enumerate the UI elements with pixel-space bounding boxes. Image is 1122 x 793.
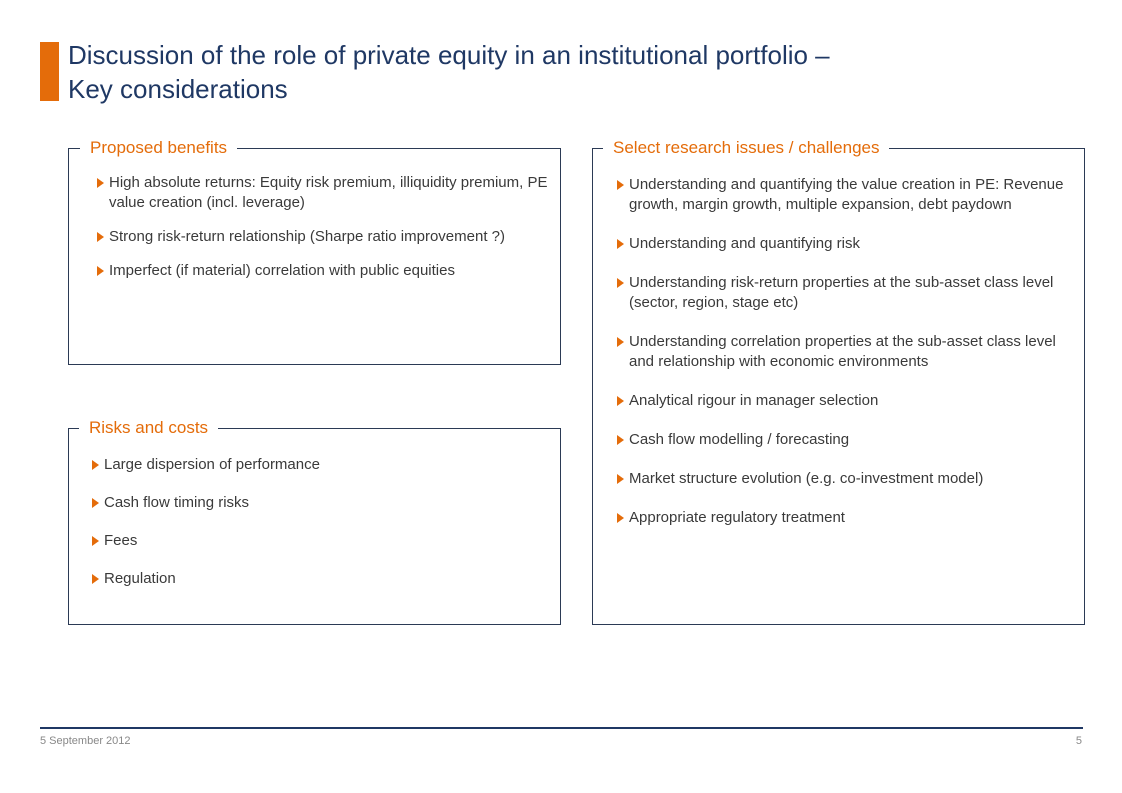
list-item: Imperfect (if material) correlation with public equities [96, 261, 551, 281]
list-item: High absolute returns: Equity risk premium, illiquidity premium, PE value creation (incl. leverage) [96, 173, 551, 213]
benefits-list [96, 173, 551, 281]
list-item: Understanding and quantifying risk [616, 234, 1078, 254]
list-item: Analytical rigour in manager selection [616, 391, 1078, 411]
footer-date: 5 September 2012 [40, 735, 131, 747]
list-item: Regulation [91, 569, 551, 589]
list-item: Cash flow timing risks [91, 493, 551, 513]
title-accent-bar [40, 42, 59, 101]
research-header: Select research issues / challenges [603, 137, 889, 159]
risks-panel [68, 418, 561, 625]
risks-list [91, 455, 551, 589]
footer-divider [40, 727, 1083, 729]
list-item: Fees [91, 531, 551, 551]
list-item: Appropriate regulatory treatment [616, 508, 1078, 528]
title-line-1: Discussion of the role of private equity in an institutional portfolio – [68, 40, 830, 70]
page-title [68, 38, 1068, 106]
page-number: 5 [1075, 735, 1082, 747]
list-item: Understanding correlation properties at the sub-asset class level and relationship with economic environments [616, 332, 1078, 372]
benefits-panel [68, 138, 561, 365]
research-panel [592, 138, 1085, 625]
list-item: Understanding risk-return properties at the sub-asset class level (sector, region, stage etc) [616, 273, 1078, 313]
list-item: Cash flow modelling / forecasting [616, 430, 1078, 450]
research-list [616, 175, 1078, 528]
title-line-2: Key considerations [68, 74, 288, 104]
benefits-header: Proposed benefits [80, 137, 237, 159]
list-item: Market structure evolution (e.g. co-investment model) [616, 469, 1078, 489]
list-item: Strong risk-return relationship (Sharpe ratio improvement ?) [96, 227, 551, 247]
risks-header: Risks and costs [79, 417, 218, 439]
list-item: Large dispersion of performance [91, 455, 551, 475]
list-item: Understanding and quantifying the value creation in PE: Revenue growth, margin growth, multiple expansion, debt paydown [616, 175, 1078, 215]
